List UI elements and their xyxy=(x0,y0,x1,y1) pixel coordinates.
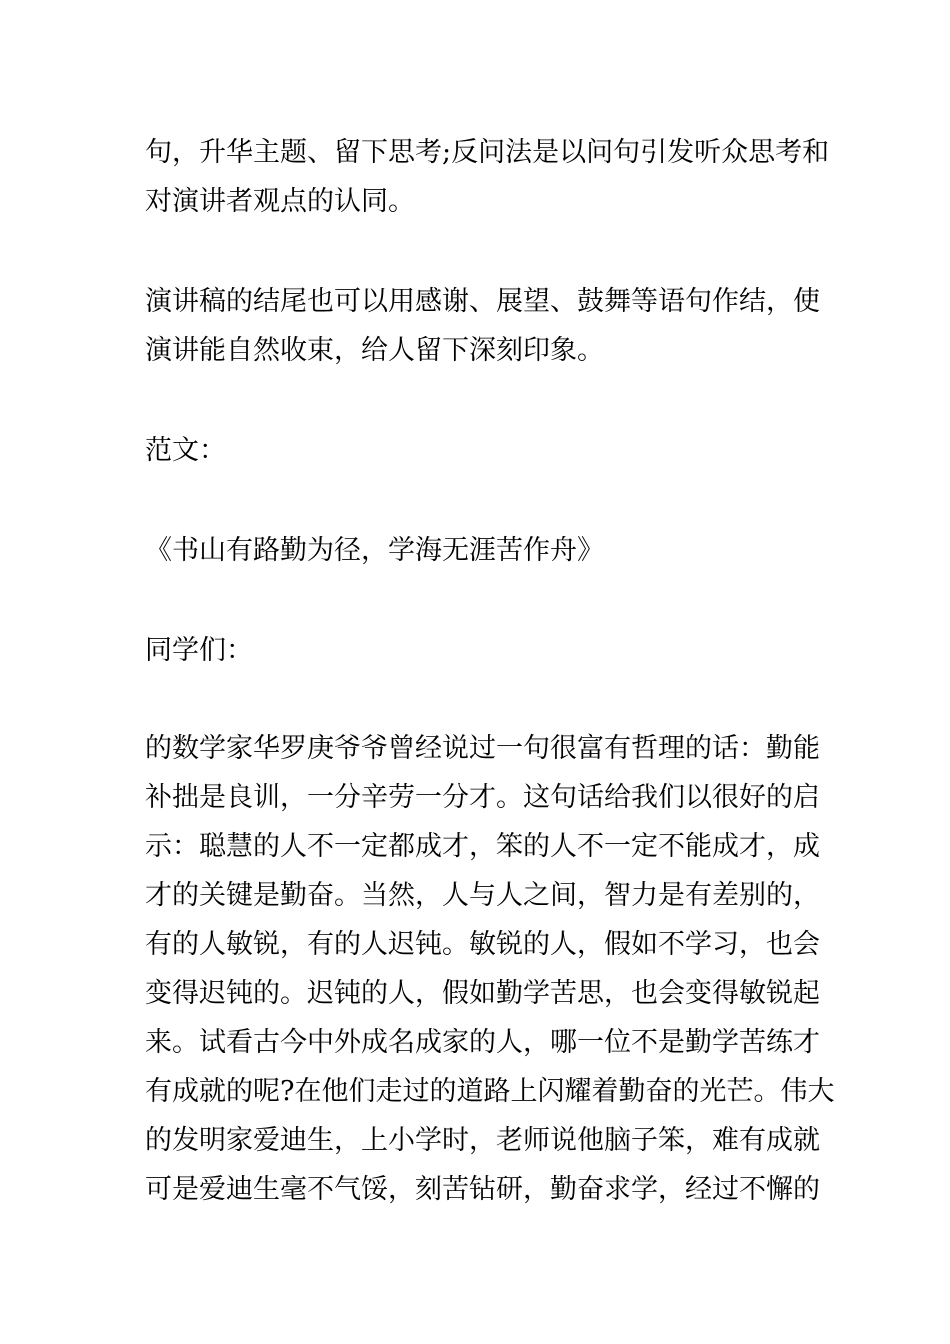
paragraph-line: 对演讲者观点的认同。 xyxy=(145,186,415,217)
paragraph-closing-advice xyxy=(145,277,820,375)
speech-body xyxy=(145,724,835,1214)
paragraph-line: 演讲稿的结尾也可以用感谢、展望、鼓舞等语句作结，使 xyxy=(145,286,820,317)
speech-title xyxy=(145,526,815,575)
paragraph-line: 来。试看古今中外成名成家的人，哪一位不是勤学苦练才 xyxy=(145,1027,820,1058)
speech-greeting xyxy=(145,626,815,675)
paragraph-line: 演讲能自然收束，给人留下深刻印象。 xyxy=(145,335,604,366)
paragraph-line: 同学们： xyxy=(145,635,253,666)
paragraph-line: 才的关键是勤奋。当然，人与人之间，智力是有差别的， xyxy=(145,880,820,911)
paragraph-line: 的发明家爱迪生，上小学时，老师说他脑子笨，难有成就 xyxy=(145,1125,820,1156)
paragraph-line: 有的人敏锐，有的人迟钝。敏锐的人，假如不学习，也会 xyxy=(145,929,820,960)
paragraph-line: 句，升华主题、留下思考;反问法是以问句引发听众思考和 xyxy=(145,137,830,168)
paragraph-line: 范文： xyxy=(145,435,226,466)
paragraph-line: 的数学家华罗庚爷爷曾经说过一句很富有哲理的话：勤能 xyxy=(145,733,820,764)
paragraph-line: 《书山有路勤为径，学海无涯苦作舟》 xyxy=(145,535,604,566)
paragraph-line: 变得迟钝的。迟钝的人，假如勤学苦思，也会变得敏锐起 xyxy=(145,978,820,1009)
paragraph-line: 补拙是良训，一分辛劳一分才。这句话给我们以很好的启 xyxy=(145,782,820,813)
paragraph-ending-techniques xyxy=(145,128,830,226)
paragraph-line: 有成就的呢?在他们走过的道路上闪耀着勤奋的光芒。伟大 xyxy=(145,1076,835,1107)
paragraph-line: 示：聪慧的人不一定都成才，笨的人不一定不能成才，成 xyxy=(145,831,820,862)
paragraph-line: 可是爱迪生毫不气馁，刻苦钻研，勤奋求学，经过不懈的 xyxy=(145,1174,820,1205)
sample-label xyxy=(145,426,815,475)
